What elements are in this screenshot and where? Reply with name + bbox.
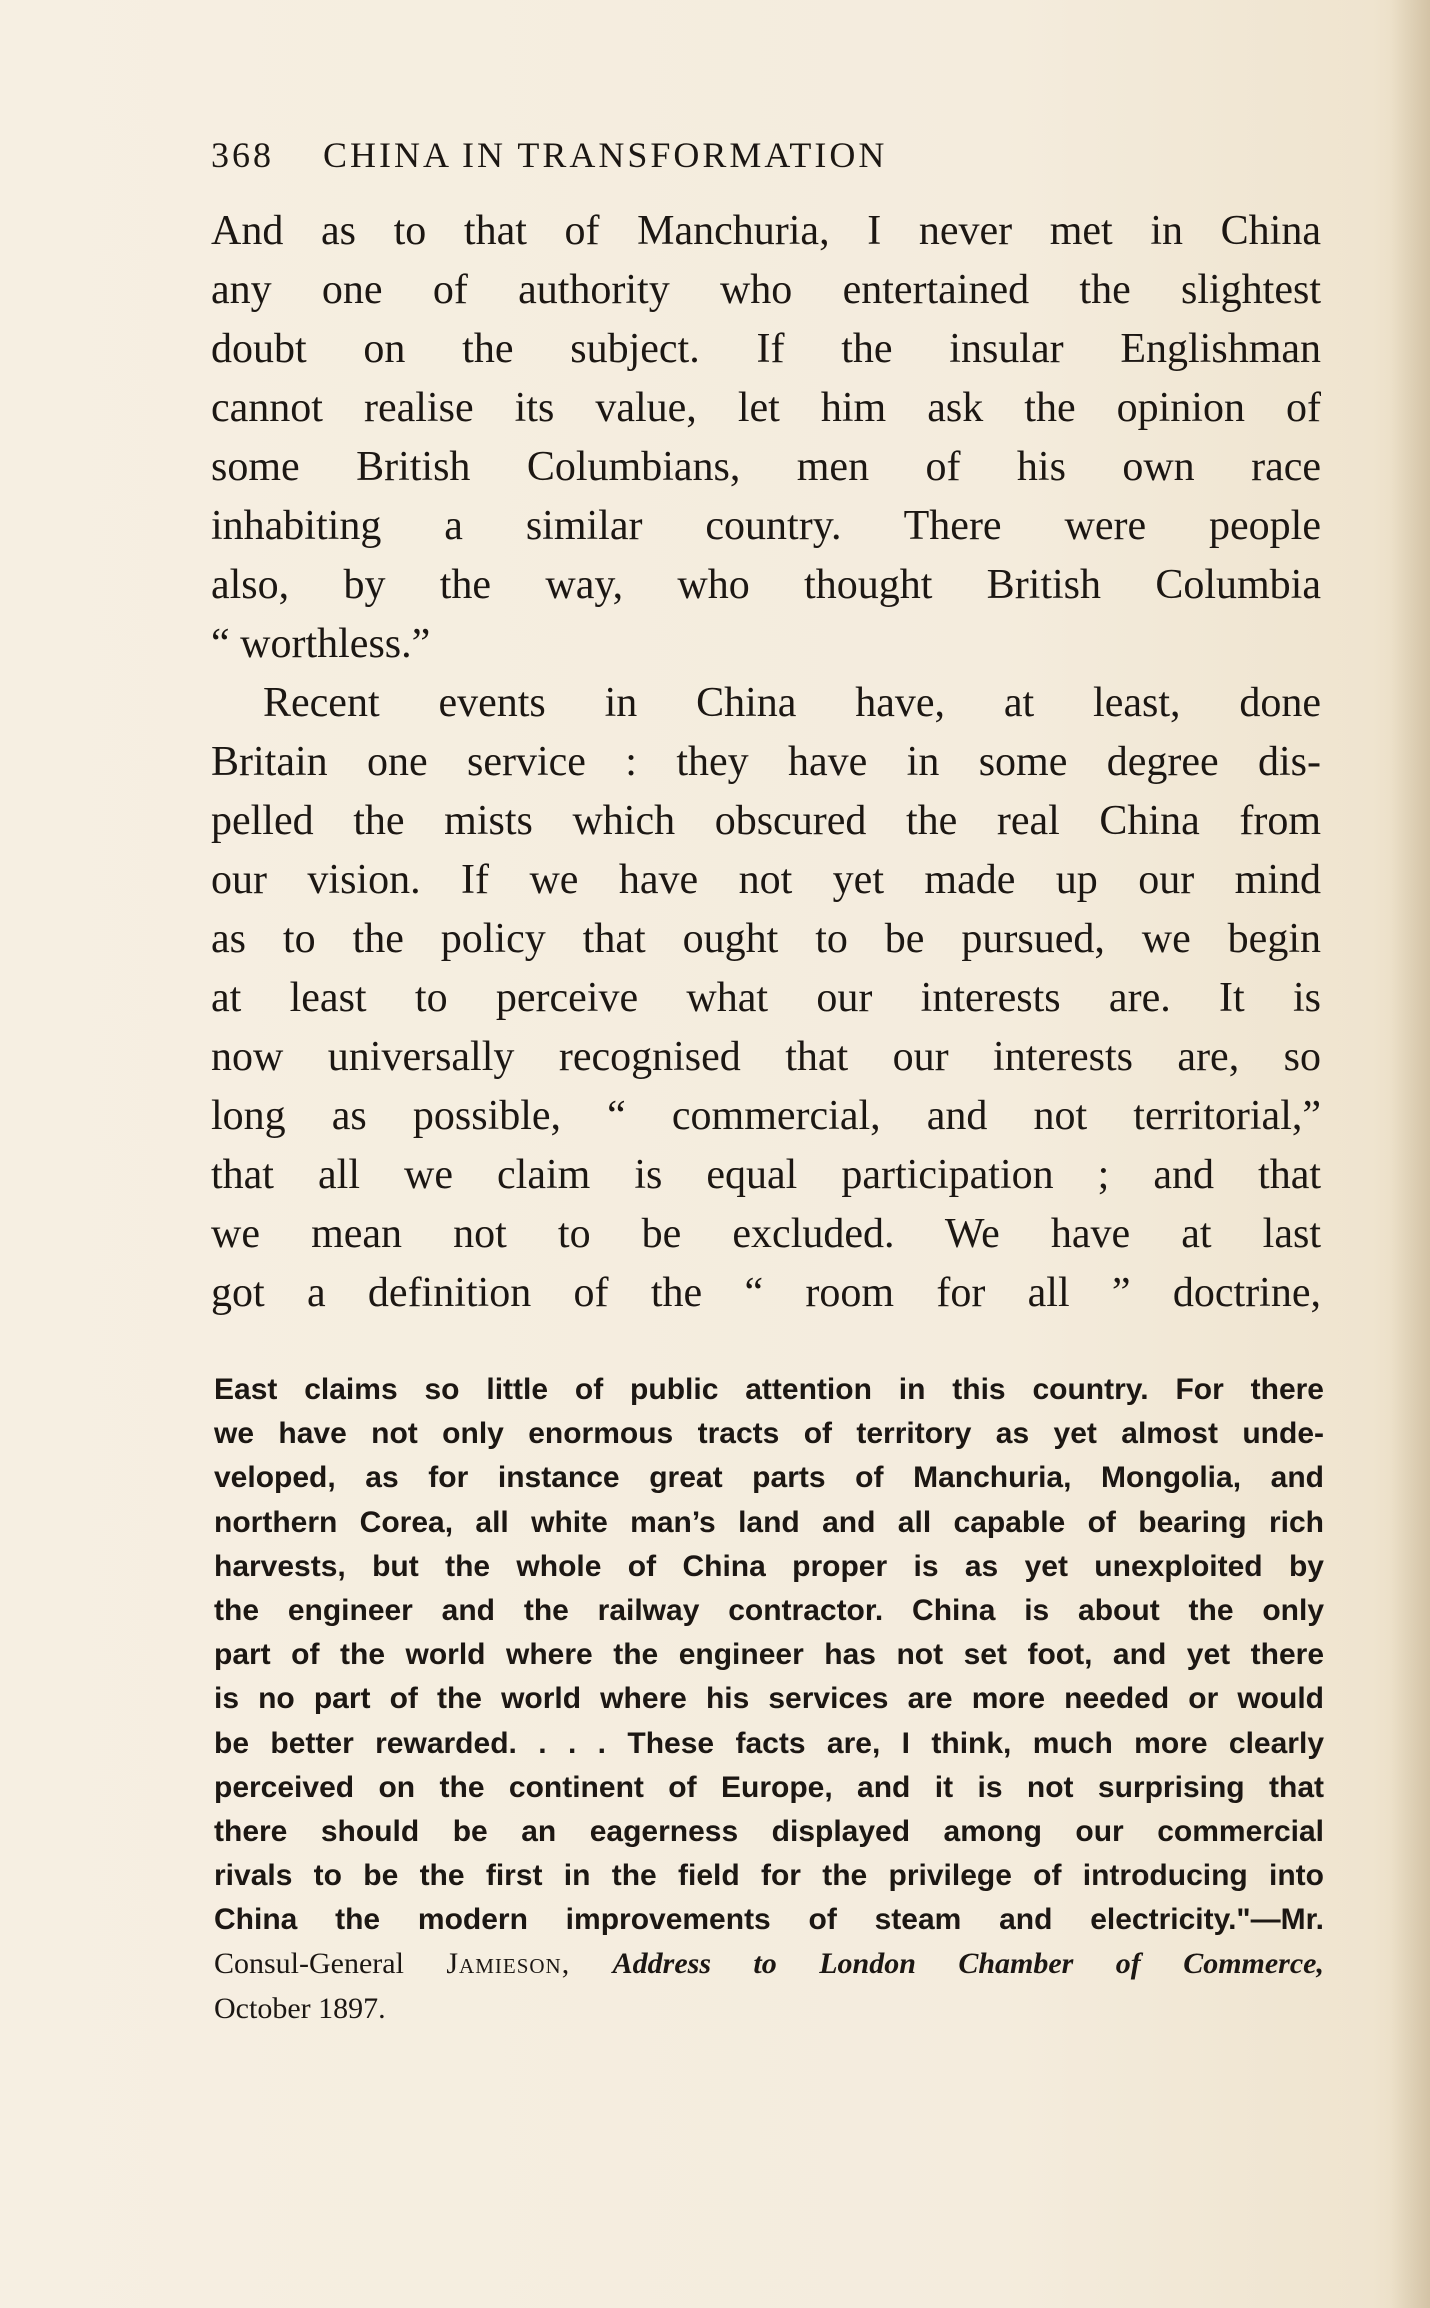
body-line: at least to perceive what our interests are. It is (211, 975, 1321, 1021)
body-line: some British Columbians, men of his own race (211, 444, 1321, 490)
body-line: Recent events in China have, at least, done (263, 680, 1321, 726)
footnote (214, 1368, 1324, 2031)
body-line: pelled the mists which obscured the real China from (211, 798, 1321, 844)
body-line: doubt on the subject. If the insular Englishman (211, 326, 1321, 372)
footnote-line: northern Corea, all white man’s land and all capable of bearing rich (214, 1505, 1324, 1539)
page-header (211, 125, 1321, 185)
body-line: Britain one service : they have in some degree dis- (211, 739, 1321, 785)
body-line: long as possible, “ commercial, and not territorial,” (211, 1093, 1321, 1139)
footnote-line: be better rewarded. . . . These facts are, I think, much more clearly (214, 1726, 1324, 1760)
footnote-line: veloped, as for instance great parts of Manchuria, Mongolia, and (214, 1461, 1324, 1495)
body-line: got a definition of the “ room for all ” doctrine, (211, 1270, 1321, 1316)
running-head: CHINA IN TRANSFORMATION (323, 135, 888, 175)
body-line: now universally recognised that our interests are, so (211, 1034, 1321, 1080)
footnote-line: China the modern improvements of steam and electricity."—Mr. (214, 1903, 1324, 1937)
page-edge-shadow (1390, 0, 1430, 2308)
footnote-attribution (214, 1942, 1324, 1986)
body-line: And as to that of Manchuria, I never met in China (211, 208, 1321, 254)
body-line: “ worthless.” (211, 621, 431, 667)
body-line: also, by the way, who thought British Columbia (211, 562, 1321, 608)
body-text (211, 202, 1321, 1323)
body-line: our vision. If we have not yet made up our mind (211, 857, 1321, 903)
attribution-name: Jamieson, (446, 1947, 571, 1981)
footnote-line: the engineer and the railway contractor. China is about the only (214, 1593, 1324, 1627)
footnote-line: part of the world where the engineer has not set foot, and yet there (214, 1638, 1324, 1672)
body-line: as to the policy that ought to be pursued, we begin (211, 916, 1321, 962)
footnote-line: there should be an eagerness displayed among our commercial (214, 1814, 1324, 1848)
body-line: we mean not to be excluded. We have at last (211, 1211, 1321, 1257)
footnote-date: October 1897. (214, 1991, 386, 2025)
footnote-line: perceived on the continent of Europe, and it is not surprising that (214, 1770, 1324, 1804)
footnote-line: rivals to be the first in the field for the privilege of introducing into (214, 1859, 1324, 1893)
body-line: cannot realise its value, let him ask the opinion of (211, 385, 1321, 431)
attribution-title: Address to London Chamber of Commerce, (612, 1947, 1324, 1981)
footnote-line: we have not only enormous tracts of territory as yet almost unde- (214, 1417, 1324, 1451)
body-line: any one of authority who entertained the slightest (211, 267, 1321, 313)
attribution-prefix: Consul-General (214, 1947, 447, 1981)
footnote-line: is no part of the world where his services are more needed or would (214, 1682, 1324, 1716)
footnote-line: harvests, but the whole of China proper is as yet unexploited by (214, 1549, 1324, 1583)
page-number: 368 (211, 135, 274, 175)
body-line: inhabiting a similar country. There were people (211, 503, 1321, 549)
footnote-line: East claims so little of public attention in this country. For there (214, 1373, 1324, 1406)
body-line: that all we claim is equal participation ; and that (211, 1152, 1321, 1198)
